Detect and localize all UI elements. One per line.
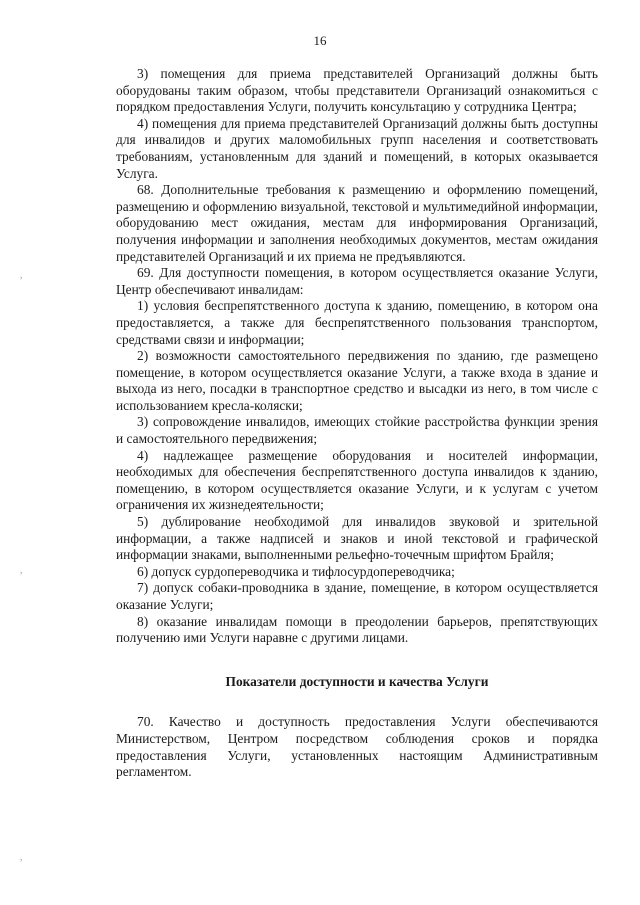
document-body <box>116 66 598 781</box>
paragraph: 3) сопровождение инвалидов, имеющих стойкие расстройства функции зрения и самостоятельного передвижения; <box>116 414 598 447</box>
page-number: 16 <box>313 33 327 48</box>
paragraph: 3) помещения для приема представителей Организаций должны быть оборудованы таким образом, чтобы представители Организаций ознакомиться с порядком предоставления Услуги, получить консультацию у сотрудника Центра; <box>116 66 598 115</box>
paragraph: 8) оказание инвалидам помощи в преодолении барьеров, препятствующих получению ими Услуги наравне с другими лицами. <box>116 613 598 646</box>
paragraph: 6) допуск сурдопереводчика и тифлосурдопереводчика; <box>137 563 455 579</box>
paragraph: 68. Дополнительные требования к размещению и оформлению помещений, размещению и оформлению визуальной, текстовой и мультимедийной информации, оборудованию мест ожидания, местам для информирования Организаций, получения информации и заполнения необходимых документов, местам ожидания представителей Организаций и их приема не предъявляются. <box>116 182 598 264</box>
scan-mark: , <box>20 270 23 280</box>
paragraph: 2) возможности самостоятельного передвижения по зданию, где размещено помещение, в котором осуществляется оказание Услуги, а также входа в здание и выхода из него, посадки в транспортное средство и высадки из него, в том числе с использованием кресла-коляски; <box>116 348 598 413</box>
paragraph: 7) допуск собаки-проводника в здание, помещение, в котором осуществляется оказание Услуги; <box>116 580 598 612</box>
paragraph: 70. Качество и доступность предоставления Услуги обеспечиваются Министерством, Центром посредством соблюдения сроков и порядка предоставления Услуги, установленных настоящим Административным регламентом. <box>116 714 598 780</box>
scan-mark: , <box>20 565 23 575</box>
paragraph: 69. Для доступности помещения, в котором осуществляется оказание Услуги, Центр обеспечивают инвалидам: <box>116 265 598 297</box>
scan-mark: , <box>20 852 23 862</box>
paragraph: 1) условия беспрепятственного доступа к зданию, помещению, в котором она предоставляется, а также для беспрепятственного пользования транспортом, средствами связи и информации; <box>116 298 598 347</box>
paragraph: 5) дублирование необходимой для инвалидов звуковой и зрительной информации, а также надписей и знаков и иной текстовой и графической информации знаками, выполненными рельефно-точечным шрифтом Брайля; <box>116 514 598 563</box>
section-heading: Показатели доступности и качества Услуги <box>225 673 489 689</box>
paragraph: 4) помещения для приема представителей Организаций должны быть доступны для инвалидов и других маломобильных групп населения и соответствовать требованиям, установленным для зданий и помещений, в которых оказывается Услуга. <box>116 115 598 181</box>
paragraph: 4) надлежащее размещение оборудования и носителей информации, необходимых для обеспечения беспрепятственного доступа инвалидов к зданию, помещению, в котором осуществляется оказание Услуги, и к услугам с учетом ограничения их жизнедеятельности; <box>116 447 598 513</box>
